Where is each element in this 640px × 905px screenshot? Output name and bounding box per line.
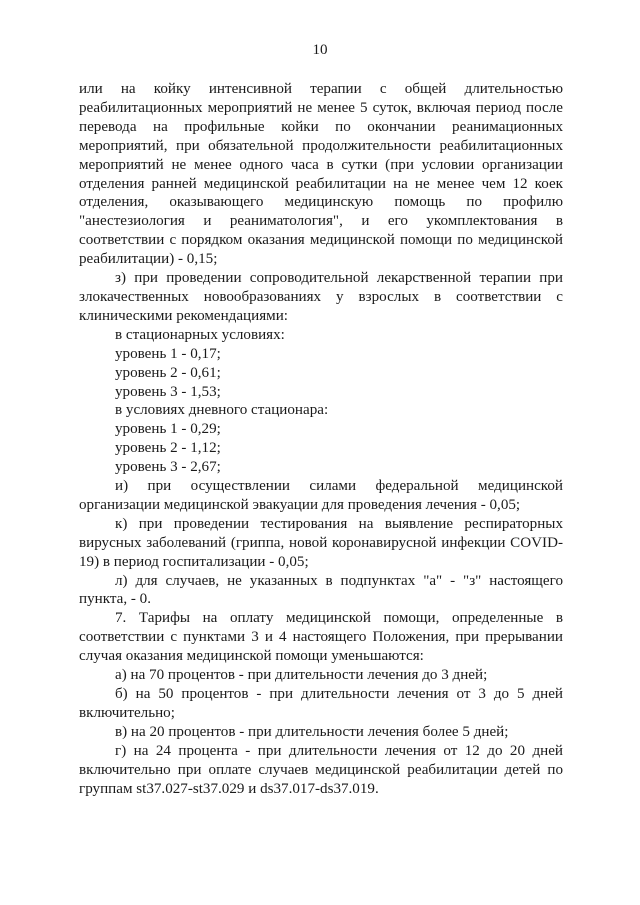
paragraph-section-7-v: в) на 20 процентов - при длительности лечения более 5 дней; [115, 723, 509, 740]
paragraph-section-7-a: а) на 70 процентов - при длительности лечения до 3 дней; [115, 667, 488, 684]
paragraph-day-hospital-level-3: уровень 3 - 2,67; [115, 459, 221, 476]
paragraph-inpatient-level-1: уровень 1 - 0,17; [115, 345, 221, 362]
paragraph-rehab-continuation: или на койку интенсивной терапии с общей длительностью реабилитационных мероприятий не менее 5 суток, включая период после перевода на профильные койки по окончании реанимационных мероприятий, при обязательной продолжительности реабилитационных мероприятий не менее одного часа в сутки (при условии организации отделения ранней медицинской реабилитации на не менее чем 12 коек отделения, оказывающего медицинскую помощь по профилю "анестезиология и реаниматология", и его укомплектования в соответствии с порядком оказания медицинской помощи по медицинской реабилитации) - 0,15; [79, 81, 563, 268]
paragraph-inpatient-level-3: уровень 3 - 1,53; [115, 383, 221, 400]
page-number: 10 [312, 42, 328, 58]
paragraph-item-k: к) при проведении тестирования на выявление респираторных вирусных заболеваний (гриппа, новой коронавирусной инфекции COVID-19) в период госпитализации - 0,05; [79, 515, 563, 570]
document-body [79, 80, 563, 798]
paragraph-item-z: з) при проведении сопроводительной лекарственной терапии при злокачественных новообразованиях у взрослых в соответствии с клиническими рекомендациями: [79, 270, 563, 324]
paragraph-day-hospital-heading: в условиях дневного стационара: [115, 402, 329, 419]
paragraph-day-hospital-level-2: уровень 2 - 1,12; [115, 440, 221, 457]
paragraph-item-i: и) при осуществлении силами федеральной медицинской организации медицинской эвакуации для проведения лечения - 0,05; [79, 478, 563, 513]
paragraph-section-7-b: б) на 50 процентов - при длительности лечения от 3 до 5 дней включительно; [79, 686, 563, 721]
paragraph-section-7: 7. Тарифы на оплату медицинской помощи, определенные в соответствии с пунктами 3 и 4 настоящего Положения, при прерывании случая оказания медицинской помощи уменьшаются: [79, 610, 563, 665]
paragraph-inpatient-level-2: уровень 2 - 0,61; [115, 364, 221, 381]
paragraph-section-7-g: г) на 24 процента - при длительности лечения от 12 до 20 дней включительно при оплате случаев медицинской реабилитации детей по группам st37.027-st37.029 и ds37.017-ds37.019. [79, 742, 563, 797]
paragraph-item-l: л) для случаев, не указанных в подпунктах "а" - "з" настоящего пункта, - 0. [79, 572, 563, 608]
paragraph-day-hospital-level-1: уровень 1 - 0,29; [115, 421, 221, 438]
paragraph-inpatient-heading: в стационарных условиях: [115, 326, 285, 343]
